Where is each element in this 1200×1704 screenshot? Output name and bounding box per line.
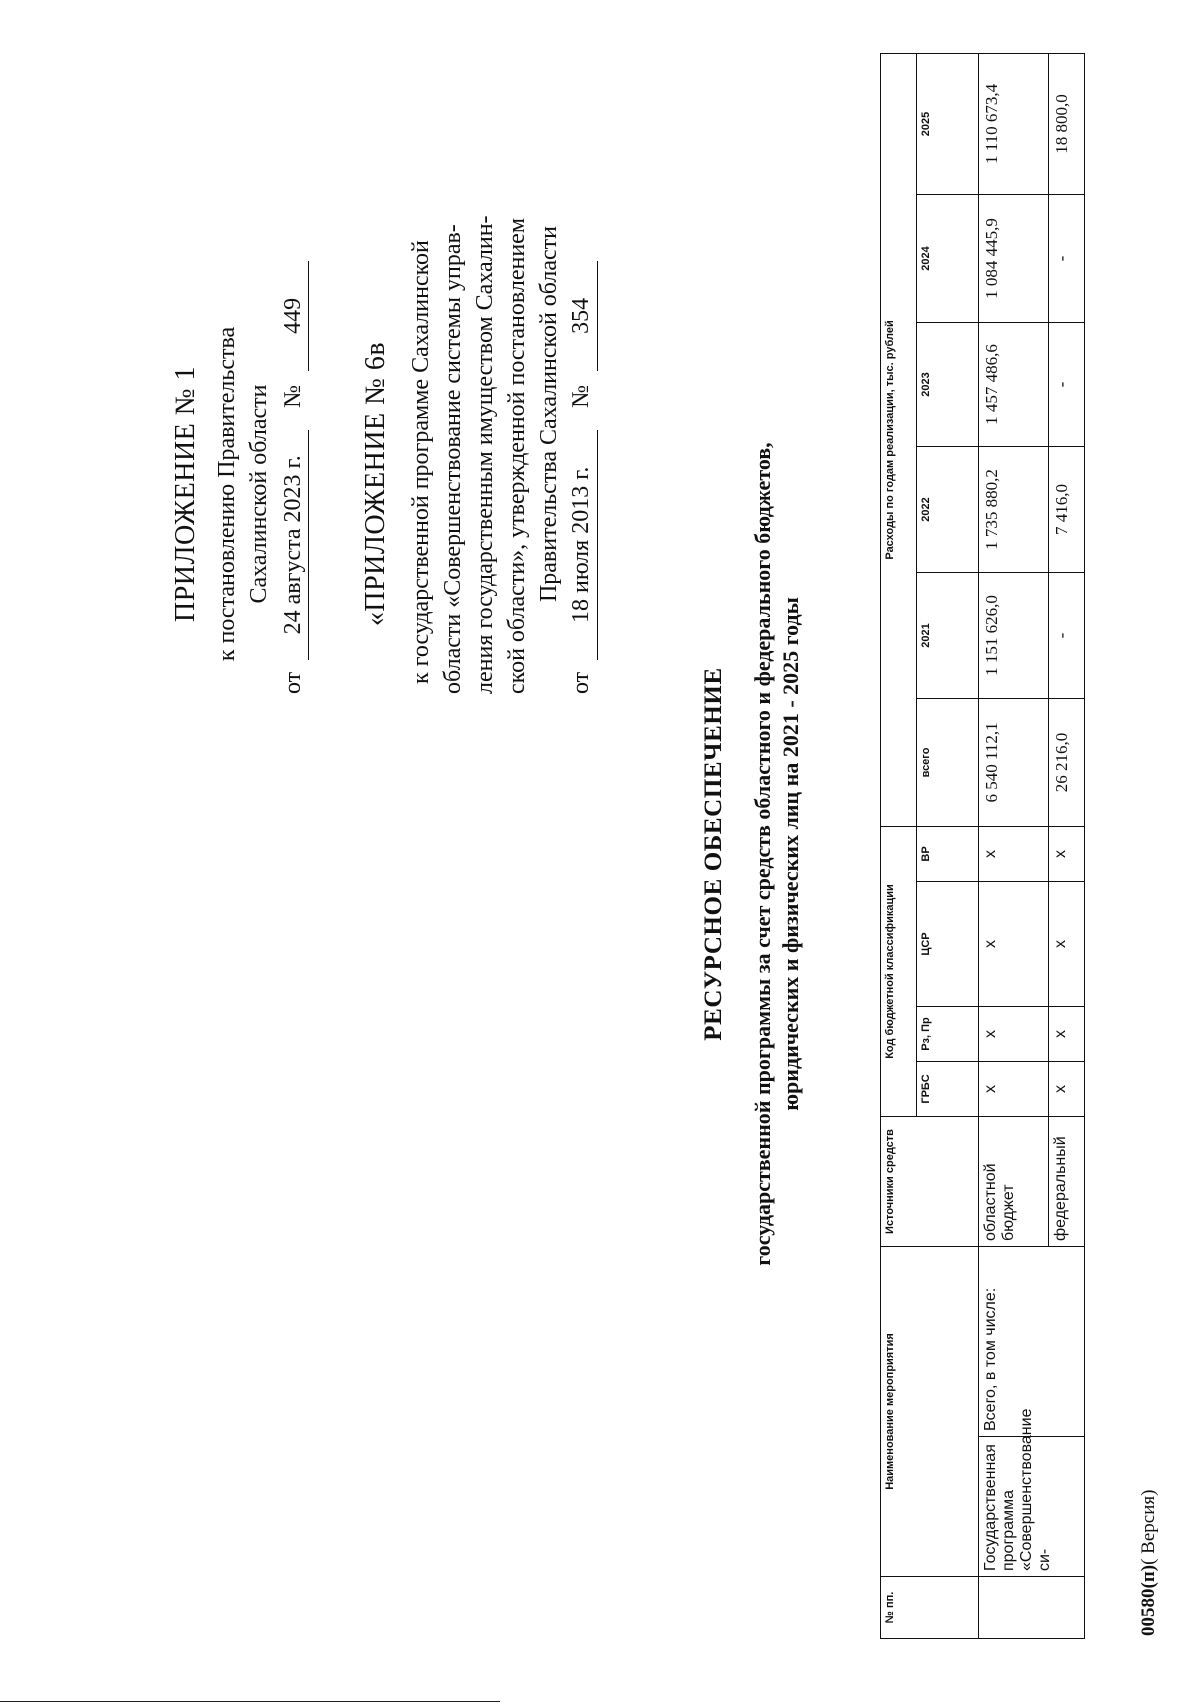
col-header-year: 2024: [917, 194, 979, 322]
col-header-grbs: ГРБС: [917, 1062, 979, 1117]
row-number: [979, 1577, 1085, 1639]
from-label: от: [568, 671, 594, 694]
appendix-1-date-line: [278, 254, 309, 694]
source-cell: областной бюджет: [979, 1117, 1049, 1247]
version-stamp: [1138, 1490, 1160, 1636]
appendix-6v-number: 354: [565, 261, 598, 371]
col-header-year: 2021: [917, 572, 979, 698]
year-cell: -: [1049, 322, 1085, 446]
document-title: РЕСУРСНОЕ ОБЕСПЕЧЕНИЕ: [700, 667, 727, 1041]
year-cell: 18 800,0: [1049, 53, 1085, 194]
rzpr-cell: х: [1049, 1007, 1085, 1062]
appendix-6v-line: ской области», утвержденной постановлением: [504, 217, 530, 694]
appendix-6v-text: [405, 134, 598, 694]
appendix-1-date: 24 августа 2023 г.: [278, 430, 309, 660]
number-label: №: [280, 384, 306, 408]
appendix-1-line2: Сахалинской области: [246, 384, 272, 604]
year-cell: 1 084 445,9: [979, 194, 1049, 322]
col-header-rzpr: Рз, Пр: [917, 1007, 979, 1062]
vr-cell: х: [979, 826, 1049, 881]
program-name: Государственная программа «Совершенствование си-: [979, 1437, 1085, 1577]
version-label: ( Версия): [1138, 1489, 1159, 1565]
col-header-expenses: Расходы по годам реализации, тыс. рублей: [881, 53, 917, 826]
col-header-year: 2025: [917, 53, 979, 194]
scan-edge-line: [0, 1701, 500, 1702]
source-cell: федеральный: [1049, 1117, 1085, 1247]
col-header-source: Источники средств: [881, 1117, 979, 1247]
col-header-year: 2023: [917, 322, 979, 446]
document-subtitle-line1: государственной программы за счет средств областного и федерального бюджетов,: [750, 442, 775, 1266]
resource-table: [880, 53, 1085, 1639]
grbs-cell: х: [979, 1062, 1049, 1117]
appendix-1-number: 449: [278, 261, 309, 371]
subtotal-label: Всего, в том числе:: [979, 1247, 1085, 1437]
appendix-1-line1: к постановлению Правительства: [214, 326, 240, 662]
col-header-kbk: Код бюджетной классификации: [881, 826, 917, 1116]
col-header-csr: ЦСР: [917, 882, 979, 1007]
table-row: [979, 53, 1049, 1638]
number-label: №: [568, 384, 594, 408]
vr-cell: х: [1049, 826, 1085, 881]
year-cell: 7 416,0: [1049, 446, 1085, 572]
total-cell: 26 216,0: [1049, 698, 1085, 826]
appendix-6v-date: 18 июля 2013 г.: [565, 430, 598, 660]
appendix-6v-title: «ПРИЛОЖЕНИЕ № 6в: [360, 341, 391, 627]
from-label: от: [280, 671, 306, 694]
document-subtitle-line2: юридических и физических лиц на 2021 - 2025 годы: [778, 597, 803, 1111]
year-cell: 1 457 486,6: [979, 322, 1049, 446]
appendix-6v-line: Правительства Сахалинской области: [536, 225, 562, 603]
appendix-6v-line: ления государственным имуществом Сахалин-: [472, 215, 498, 694]
document-code: 00580(п): [1138, 1564, 1159, 1636]
appendix-6v-date-line: [565, 134, 598, 694]
year-cell: 1 151 626,0: [979, 572, 1049, 698]
col-header-total: всего: [917, 698, 979, 826]
appendix-6v-line: области «Совершенствование системы управ-: [440, 224, 466, 694]
total-cell: 6 540 112,1: [979, 698, 1049, 826]
grbs-cell: х: [1049, 1062, 1085, 1117]
appendix-6v-line: к государственной программе Сахалинской: [408, 240, 434, 684]
rzpr-cell: х: [979, 1007, 1049, 1062]
col-header-vr: ВР: [917, 826, 979, 881]
year-cell: -: [1049, 572, 1085, 698]
col-header-name: Наименование мероприятия: [881, 1247, 979, 1577]
appendix-1-title: ПРИЛОЖЕНИЕ № 1: [170, 366, 201, 622]
col-header-no: № пп.: [881, 1577, 979, 1639]
csr-cell: х: [979, 882, 1049, 1007]
year-cell: -: [1049, 194, 1085, 322]
csr-cell: х: [1049, 882, 1085, 1007]
col-header-year: 2022: [917, 446, 979, 572]
year-cell: 1 735 880,2: [979, 446, 1049, 572]
year-cell: 1 110 673,4: [979, 53, 1049, 194]
